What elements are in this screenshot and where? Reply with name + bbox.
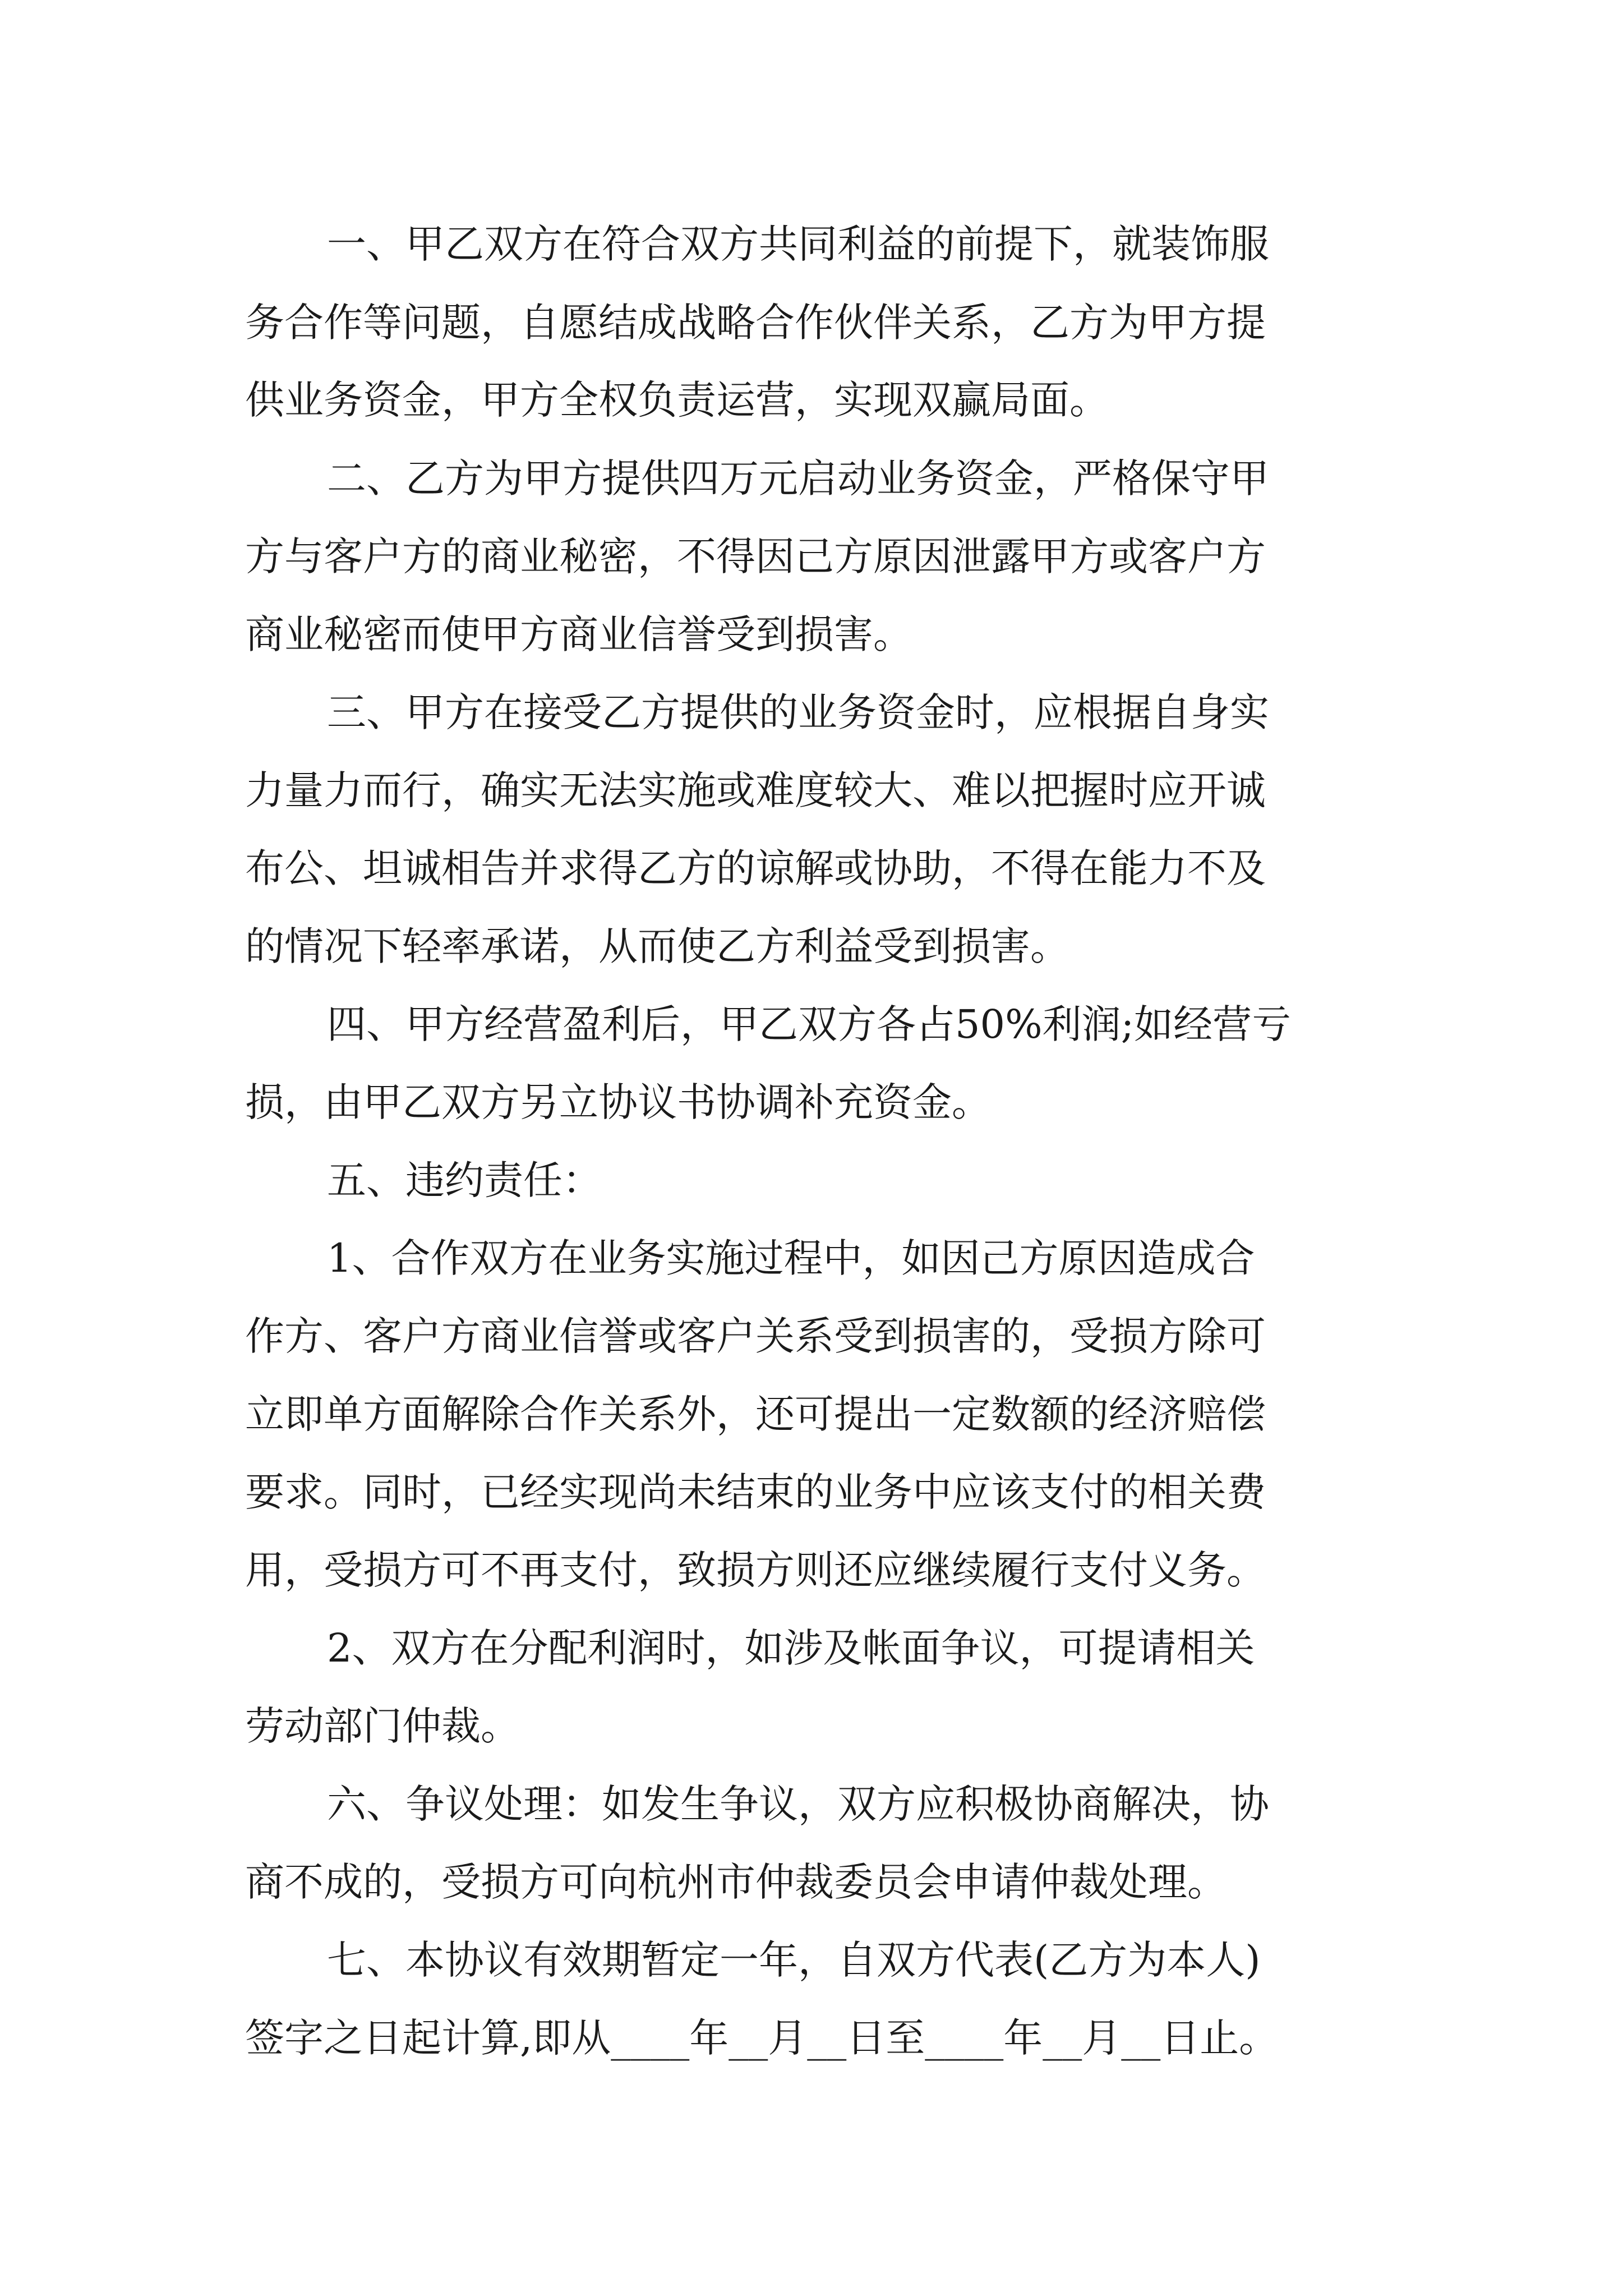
clause-5-1-line-5: 用，受损方可不再支付，致损方则还应继续履行支付义务。 (245, 1547, 1266, 1593)
clause-5-1-line-4: 要求。同时，已经实现尚未结束的业务中应该支付的相关费 (245, 1469, 1266, 1515)
clause-2-line-1: 二、乙方为甲方提供四万元启动业务资金，严格保守甲 (327, 455, 1269, 501)
clause-5-2-line-2: 劳动部门仲裁。 (245, 1703, 520, 1749)
clause-3-line-1: 三、甲方在接受乙方提供的业务资金时，应根据自身实 (327, 689, 1269, 735)
clause-6-line-1: 六、争议处理：如发生争议，双方应积极协商解决，协 (327, 1781, 1269, 1827)
clause-4-line-2: 损，由甲乙双方另立协议书协调补充资金。 (245, 1079, 991, 1125)
clause-7-line-1: 七、本协议有效期暂定一年，自双方代表(乙方为本人) (327, 1937, 1261, 1983)
clause-5-1-line-3: 立即单方面解除合作关系外，还可提出一定数额的经济赔偿 (245, 1391, 1266, 1437)
clause-3-line-3: 布公、坦诚相告并求得乙方的谅解或协助，不得在能力不及 (245, 845, 1266, 891)
clause-3-line-4: 的情况下轻率承诺，从而使乙方利益受到损害。 (245, 923, 1069, 969)
clause-1-line-2: 务合作等问题，自愿结成战略合作伙伴关系，乙方为甲方提 (245, 300, 1266, 346)
clause-5-2-line-1: 2、双方在分配利润时，如涉及帐面争议，可提请相关 (327, 1625, 1255, 1671)
clause-1-line-1: 一、甲乙双方在符合双方共同利益的前提下，就装饰服 (327, 221, 1269, 267)
clause-6-line-2: 商不成的，受损方可向杭州市仲裁委员会申请仲裁处理。 (245, 1859, 1227, 1905)
clause-7-line-2: 签字之日起计算,即从____年__月__日至____年__月__日止。 (245, 2015, 1279, 2061)
clause-5-1-line-1: 1、合作双方在业务实施过程中，如因己方原因造成合 (327, 1235, 1255, 1281)
clause-5-1-line-2: 作方、客户方商业信誉或客户关系受到损害的，受损方除可 (245, 1313, 1266, 1359)
clause-2-line-3: 商业秘密而使甲方商业信誉受到损害。 (245, 611, 912, 657)
clause-3-line-2: 力量力而行，确实无法实施或难度较大、难以把握时应开诚 (245, 767, 1266, 813)
clause-4-line-1: 四、甲方经营盈利后，甲乙双方各占50%利润;如经营亏 (327, 1001, 1292, 1047)
clause-2-line-2: 方与客户方的商业秘密，不得因己方原因泄露甲方或客户方 (245, 533, 1266, 579)
clause-5-heading: 五、违约责任： (327, 1157, 602, 1203)
clause-1-line-3: 供业务资金，甲方全权负责运营，实现双赢局面。 (245, 377, 1109, 423)
